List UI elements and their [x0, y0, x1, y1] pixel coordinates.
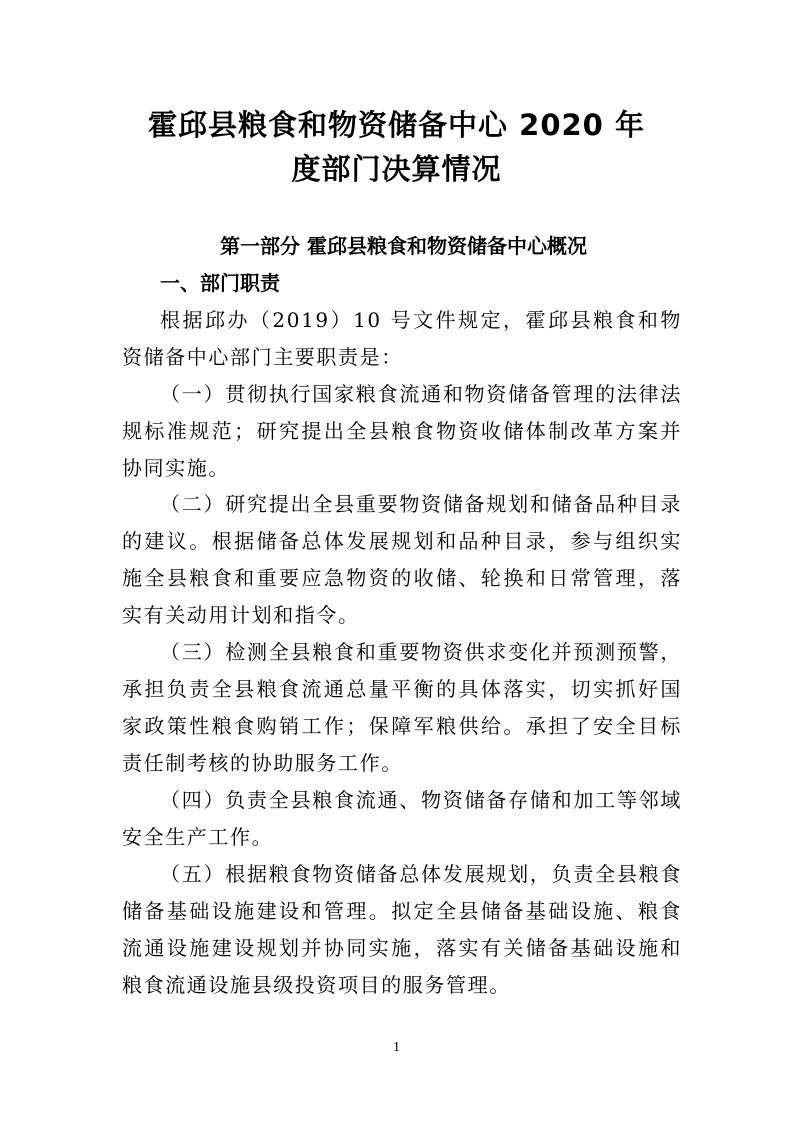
paragraph-duty-1: （一）贯彻执行国家粮食流通和物资储备管理的法律法规标准规范；研究提出全县粮食物资收储体制改革方案并协同实施。	[122, 382, 682, 480]
paragraph-duty-3: （三）检测全县粮食和重要物资供求变化并预测预警，承担负责全县粮食流通总量平衡的具体落实，切实抓好国家政策性粮食购销工作；保障军粮供给。承担了安全目标责任制考核的协助服务工作。	[122, 640, 682, 775]
page-number: 1	[393, 1040, 400, 1055]
paragraph-duty-4: （四）负责全县粮食流通、物资储备存储和加工等邻域安全生产工作。	[122, 788, 682, 849]
section-heading-duties: 一、部门职责	[160, 271, 280, 295]
document-title-line1: 霍邱县粮食和物资储备中心 2020 年	[148, 108, 645, 142]
paragraph-duty-5: （五）根据粮食物资储备总体发展规划，负责全县粮食储备基础设施建设和管理。拟定全县储备基础设施、粮食流通设施建设规划并协同实施，落实有关储备基础设施和粮食流通设施县级投资项目的服务管理。	[122, 862, 682, 997]
part-heading: 第一部分 霍邱县粮食和物资储备中心概况	[220, 234, 587, 258]
paragraph-intro: 根据邱办（2019）10 号文件规定，霍邱县粮食和物资储备中心部门主要职责是：	[122, 308, 682, 369]
document-title-line2: 度部门决算情况	[291, 152, 502, 186]
paragraph-duty-2: （二）研究提出全县重要物资储备规划和储备品种目录的建议。根据储备总体发展规划和品种目录，参与组织实施全县粮食和重要应急物资的收储、轮换和日常管理，落实有关动用计划和指令。	[122, 492, 682, 627]
